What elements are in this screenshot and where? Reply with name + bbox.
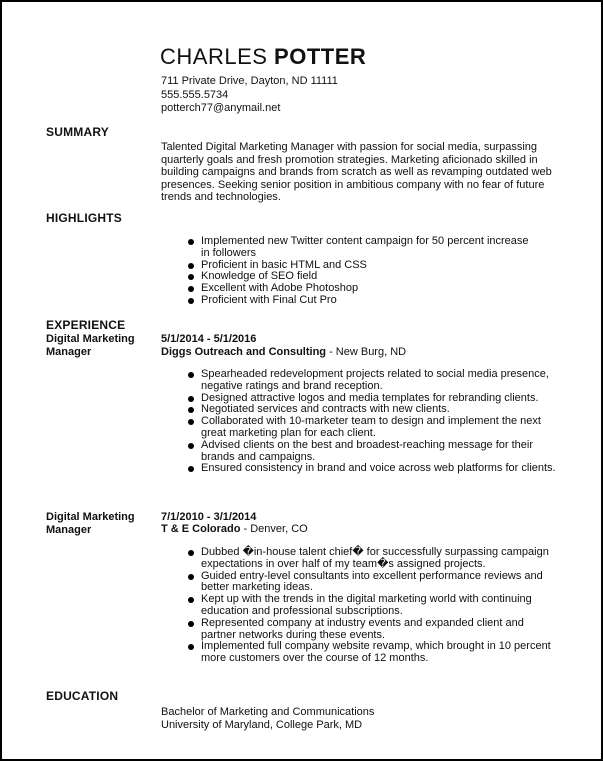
list-item: Implemented new Twitter content campaign for 50 percent increase in followers	[201, 236, 536, 260]
list-item: Dubbed �in-house talent chief� for successfully surpassing campaign expectations in over half of my team�s assigned projects.	[201, 547, 556, 571]
candidate-name	[160, 44, 366, 70]
school: University of Maryland, College Park, MD	[161, 718, 363, 731]
list-item: Advised clients on the best and broadest-reaching message for their brands and campaigns.	[201, 440, 566, 464]
job-bullets	[201, 369, 566, 475]
education-heading: EDUCATION	[46, 689, 119, 703]
summary-heading: SUMMARY	[46, 125, 109, 139]
job-company	[161, 523, 308, 536]
list-item: Collaborated with 10-marketer team to design and implement the next great marketing plan for each client.	[201, 416, 566, 440]
first-name: CHARLES	[160, 44, 268, 69]
summary-text: Talented Digital Marketing Manager with passion for social media, surpassing quarterly goals and fresh promotion strategies. Marketing aficionado skilled in building campaigns and brands from scratch as well as revamping outdated web presences. Seeking senior position in ambitious company with no fear of future trends and technologies.	[161, 141, 552, 203]
highlights-list	[201, 236, 536, 307]
company-name: T & E Colorado	[161, 523, 241, 535]
list-item: Represented company at industry events and expanded client and partner networks during these events.	[201, 618, 556, 642]
phone: 555.555.5734	[161, 88, 229, 101]
address: 711 Private Drive, Dayton, ND 11111	[161, 75, 338, 87]
list-item: Guided entry-level consultants into excellent performance reviews and better marketing ideas.	[201, 571, 556, 595]
company-location: - New Burg, ND	[326, 346, 407, 358]
list-item: Knowledge of SEO field	[201, 271, 536, 283]
list-item: Negotiated services and contracts with new clients.	[201, 404, 566, 416]
list-item: Proficient with Final Cut Pro	[201, 295, 536, 307]
list-item: Ensured consistency in brand and voice across web platforms for clients.	[201, 463, 566, 475]
job-company	[161, 346, 406, 359]
experience-heading: EXPERIENCE	[46, 318, 126, 332]
list-item: Kept up with the trends in the digital marketing world with continuing education and professional subscriptions.	[201, 594, 556, 618]
list-item: Designed attractive logos and media templates for rebranding clients.	[201, 393, 566, 405]
contact-block	[161, 75, 338, 116]
education-block	[161, 706, 374, 731]
last-name: POTTER	[274, 44, 367, 69]
job-title: Digital Marketing Manager	[46, 511, 135, 536]
highlights-heading: HIGHLIGHTS	[46, 211, 122, 225]
email: potterch77@anymail.net	[161, 102, 281, 114]
job-title: Digital Marketing Manager	[46, 333, 135, 358]
job-bullets	[201, 547, 556, 665]
list-item: Spearheaded redevelopment projects related to social media presence, negative ratings and brand reception.	[201, 369, 566, 393]
list-item: Excellent with Adobe Photoshop	[201, 283, 536, 295]
job-dates: 7/1/2010 - 3/1/2014	[161, 511, 257, 523]
company-location: - Denver, CO	[240, 523, 308, 535]
company-name: Diggs Outreach and Consulting	[161, 346, 327, 358]
degree: Bachelor of Marketing and Communications	[161, 706, 375, 718]
job-dates: 5/1/2014 - 5/1/2016	[161, 333, 257, 345]
list-item: Proficient in basic HTML and CSS	[201, 260, 536, 272]
list-item: Implemented full company website revamp, which brought in 10 percent more customers over the course of 12 months.	[201, 641, 556, 665]
